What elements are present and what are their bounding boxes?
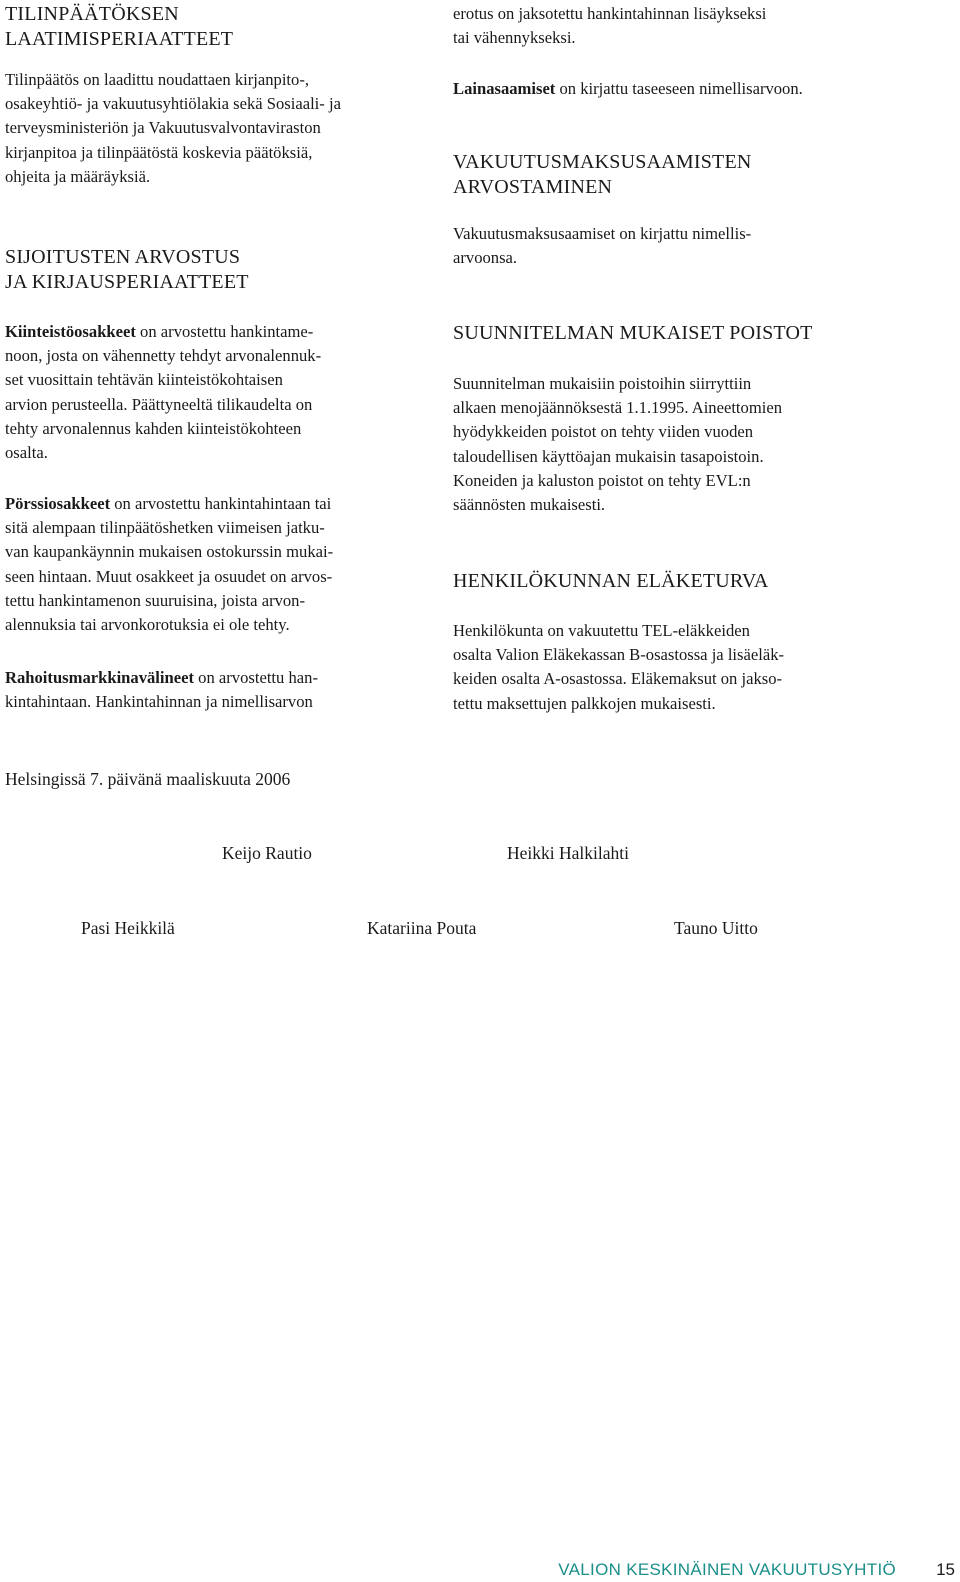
text-line: Henkilökunta on vakuutettu TEL-eläkkeiden xyxy=(453,621,750,640)
heading-line: JA KIRJAUSPERIAATTEET xyxy=(5,271,249,293)
text-line: on arvostettu han- xyxy=(194,668,318,687)
text-line: osalta. xyxy=(5,443,48,463)
text-line: set vuosittain tehtävän kiinteistökohtaisen xyxy=(5,370,283,390)
heading-henkilokunnan-elaketurva xyxy=(453,569,867,594)
bold-term: Lainasaamiset xyxy=(453,79,556,98)
heading-line: HENKILÖKUNNAN ELÄKETURVA xyxy=(453,570,769,592)
paragraph-vakuutusmaksusaamiset xyxy=(453,222,867,270)
heading-line: TILINPÄÄTÖKSEN xyxy=(5,3,179,25)
signatory-name: Heikki Halkilahti xyxy=(507,843,629,863)
signatory-name: Tauno Uitto xyxy=(674,918,758,938)
heading-tilinpaatoksen-laatimisperiaatteet xyxy=(5,2,419,52)
text-line: arvoonsa. xyxy=(453,248,518,268)
text-line: ohjeita ja määräyksiä. xyxy=(5,166,151,186)
heading-vakuutusmaksusaamisten-arvostaminen xyxy=(453,150,867,200)
text-line: terveysministeriön ja Vakuutusvalvontaviraston xyxy=(5,118,321,138)
text-line: Vakuutusmaksusaamiset on kirjattu nimellis- xyxy=(453,224,752,243)
text-line: sitä alempaan tilinpäätöshetken viimeisen jatku- xyxy=(5,518,325,538)
text-line: osalta Valion Eläkekassan B-osastossa ja lisäeläk- xyxy=(453,645,785,665)
paragraph-erotus xyxy=(453,2,867,50)
signatory-name: Pasi Heikkilä xyxy=(81,918,175,938)
text-line: Tilinpäätös on laadittu noudattaen kirjanpito-, xyxy=(5,70,310,89)
text-line: on arvostettu hankintahintaan tai xyxy=(110,494,332,513)
text-line: tai vähennykseksi. xyxy=(453,28,576,48)
heading-line: SUUNNITELMAN MUKAISET POISTOT xyxy=(453,322,813,344)
paragraph-porssiosakkeet xyxy=(5,492,419,637)
text-line: tettu hankintamenon suuruisina, joista arvon- xyxy=(5,590,306,610)
bold-term: Kiinteistöosakkeet xyxy=(5,322,136,341)
text-line: keiden osalta A-osastossa. Eläkemaksut on jakso- xyxy=(453,669,783,689)
text-line: tettu maksettujen palkkojen mukaisesti. xyxy=(453,693,716,713)
bold-term: Pörssiosakkeet xyxy=(5,494,111,513)
page-number: 15 xyxy=(936,1560,955,1579)
text-line: kirjanpitoa ja tilinpäätöstä koskevia päätöksiä, xyxy=(5,142,313,162)
heading-line: SIJOITUSTEN ARVOSTUS xyxy=(5,246,241,268)
paragraph-henkilokunta xyxy=(453,619,867,716)
text-line: alkaen menojäännöksestä 1.1.1995. Aineettomien xyxy=(453,398,783,418)
text-line: taloudellisen käyttöajan mukaisin tasapoistoin. xyxy=(453,446,764,466)
text-line: Koneiden ja kaluston poistot on tehty EVL:n xyxy=(453,470,751,490)
heading-suunnitelman-mukaiset-poistot xyxy=(453,321,867,346)
text-line: seen hintaan. Muut osakkeet ja osuudet on arvos- xyxy=(5,566,333,586)
text-line: hyödykkeiden poistot on tehty viiden vuoden xyxy=(453,422,754,442)
paragraph-lainasaamiset xyxy=(453,77,867,101)
signatory-name: Katariina Pouta xyxy=(367,918,477,938)
text-line: on kirjattu taseeseen nimellisarvoon. xyxy=(555,79,803,98)
paragraph-rahoitusmarkkinavalineet xyxy=(5,666,419,714)
heading-line: ARVOSTAMINEN xyxy=(453,176,613,198)
heading-line: LAATIMISPERIAATTEET xyxy=(5,28,234,50)
text-line: osakeyhtiö- ja vakuutusyhtiölakia sekä Sosiaali- ja xyxy=(5,94,341,114)
text-line: noon, josta on vähennetty tehdyt arvonalennuk- xyxy=(5,346,322,366)
place-date: Helsingissä 7. päivänä maaliskuuta 2006 xyxy=(5,769,291,789)
heading-line: VAKUUTUSMAKSUSAAMISTEN xyxy=(453,151,752,173)
paragraph-laadittu xyxy=(5,68,419,189)
text-line: van kaupankäynnin mukaisen ostokurssin mukai- xyxy=(5,542,334,562)
text-line: on arvostettu hankintame- xyxy=(135,322,314,341)
paragraph-kiinteistoosakkeet xyxy=(5,320,419,465)
text-line: kintahintaan. Hankintahinnan ja nimellisarvon xyxy=(5,692,313,712)
bold-term: Rahoitusmarkkinavälineet xyxy=(5,668,195,687)
text-line: säännösten mukaisesti. xyxy=(453,495,606,515)
text-line: Suunnitelman mukaisiin poistoihin siirryttiin xyxy=(453,374,752,393)
text-line: erotus on jaksotettu hankintahinnan lisäykseksi xyxy=(453,4,767,23)
paragraph-suunnitelman xyxy=(453,372,867,517)
text-line: tehty arvonalennus kahden kiinteistökohteen xyxy=(5,418,302,438)
text-line: arvion perusteella. Päättyneeltä tilikaudelta on xyxy=(5,394,313,414)
signatory-name: Keijo Rautio xyxy=(222,843,312,863)
heading-sijoitusten-arvostus xyxy=(5,245,419,295)
footer-company-name: VALION KESKINÄINEN VAKUUTUSYHTIÖ xyxy=(558,1560,896,1579)
text-line: alennuksia tai arvonkorotuksia ei ole tehty. xyxy=(5,615,290,635)
